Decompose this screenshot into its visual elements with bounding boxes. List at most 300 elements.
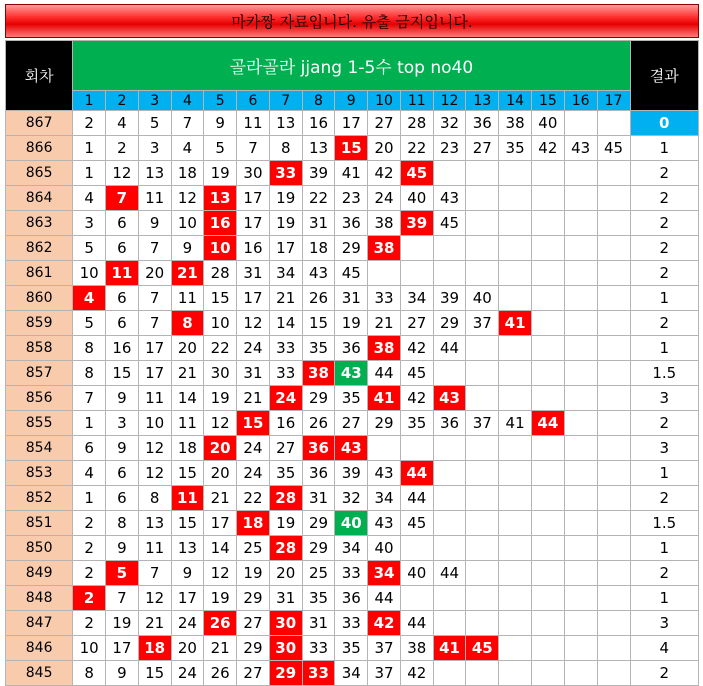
column-number-7: 7 [269,91,302,111]
empty-cell [564,511,597,536]
hit-number-cell: 45 [466,636,499,661]
number-cell: 2 [73,536,106,561]
empty-cell [597,311,630,336]
round-number: 851 [6,511,73,536]
empty-cell [597,161,630,186]
number-cell: 6 [106,211,139,236]
number-cell: 23 [433,136,466,161]
empty-cell [368,436,401,461]
column-number-9: 9 [335,91,368,111]
number-cell: 6 [106,236,139,261]
number-cell: 15 [171,511,204,536]
empty-cell [499,386,532,411]
number-cell: 28 [400,111,433,136]
hit-number-cell: 43 [433,386,466,411]
round-number: 857 [6,361,73,386]
number-cell: 29 [237,586,270,611]
empty-cell [499,611,532,636]
hit-number-cell: 39 [400,211,433,236]
number-cell: 2 [73,561,106,586]
round-number: 862 [6,236,73,261]
number-cell: 8 [73,361,106,386]
column-number-15: 15 [531,91,564,111]
empty-cell [564,536,597,561]
number-cell: 17 [138,361,171,386]
number-cell: 40 [400,561,433,586]
column-number-2: 2 [106,91,139,111]
number-cell: 31 [269,586,302,611]
empty-cell [564,436,597,461]
number-cell: 14 [269,311,302,336]
table-row [6,486,699,511]
empty-cell [531,161,564,186]
empty-cell [564,211,597,236]
empty-cell [466,486,499,511]
table-row [6,511,699,536]
table-row [6,236,699,261]
number-cell: 33 [302,636,335,661]
number-cell: 21 [368,311,401,336]
column-number-8: 8 [302,91,335,111]
result-cell: 2 [630,561,699,586]
empty-cell [597,386,630,411]
hit-number-cell: 10 [204,236,237,261]
result-cell: 4 [630,636,699,661]
column-number-3: 3 [138,91,171,111]
number-cell: 9 [106,661,139,686]
number-cell: 17 [269,236,302,261]
number-cell: 3 [138,136,171,161]
empty-cell [499,436,532,461]
number-cell: 39 [433,286,466,311]
number-cell: 20 [171,336,204,361]
empty-cell [433,661,466,686]
result-cell: 0 [630,111,699,136]
number-cell: 10 [138,411,171,436]
number-cell: 4 [73,461,106,486]
result-cell: 1.5 [630,361,699,386]
empty-cell [564,636,597,661]
empty-cell [597,411,630,436]
number-cell: 39 [302,161,335,186]
empty-cell [531,661,564,686]
number-cell: 40 [531,111,564,136]
number-cell: 15 [204,286,237,311]
empty-cell [531,461,564,486]
number-cell: 2 [73,111,106,136]
number-cell: 10 [204,311,237,336]
number-cell: 14 [171,386,204,411]
column-number-17: 17 [597,91,630,111]
round-number: 846 [6,636,73,661]
hit-number-cell: 15 [237,411,270,436]
number-cell: 13 [138,511,171,536]
hit-number-cell: 33 [269,161,302,186]
number-cell: 27 [269,436,302,461]
number-cell: 37 [466,311,499,336]
result-cell: 2 [630,261,699,286]
number-cell: 36 [302,461,335,486]
number-cell: 9 [138,211,171,236]
number-cell: 45 [433,211,466,236]
number-cell: 45 [335,261,368,286]
number-cell: 32 [335,486,368,511]
hit-number-cell: 38 [302,361,335,386]
column-number-4: 4 [171,91,204,111]
empty-cell [499,161,532,186]
number-cell: 9 [171,561,204,586]
round-number: 863 [6,211,73,236]
number-cell: 12 [204,411,237,436]
number-cell: 1 [73,161,106,186]
number-cell: 19 [269,211,302,236]
number-cell: 12 [138,461,171,486]
empty-cell [499,561,532,586]
round-number: 867 [6,111,73,136]
empty-cell [531,586,564,611]
number-cell: 10 [73,636,106,661]
table-row [6,661,699,686]
empty-cell [466,161,499,186]
number-cell: 15 [138,661,171,686]
number-cell: 6 [106,486,139,511]
empty-cell [499,661,532,686]
number-cell: 31 [237,361,270,386]
empty-cell [564,486,597,511]
number-cell: 2 [73,511,106,536]
number-cell: 7 [138,311,171,336]
number-cell: 27 [400,311,433,336]
hit-number-cell: 18 [138,636,171,661]
empty-cell [531,436,564,461]
empty-cell [564,261,597,286]
number-cell: 27 [335,411,368,436]
number-cell: 31 [335,286,368,311]
empty-cell [564,236,597,261]
number-cell: 11 [237,111,270,136]
number-cell: 11 [138,386,171,411]
empty-cell [531,486,564,511]
number-cell: 17 [335,111,368,136]
number-cell: 9 [171,236,204,261]
number-cell: 5 [138,111,171,136]
round-number: 858 [6,336,73,361]
number-cell: 7 [106,586,139,611]
hit-number-cell: 30 [269,636,302,661]
number-cell: 35 [400,411,433,436]
empty-cell [466,611,499,636]
table-row [6,111,699,136]
number-cell: 11 [171,411,204,436]
number-cell: 19 [204,386,237,411]
hit-number-cell: 29 [269,661,302,686]
result-cell: 1 [630,286,699,311]
empty-cell [400,586,433,611]
number-cell: 16 [237,236,270,261]
number-cell: 43 [302,261,335,286]
header-row [6,41,699,91]
empty-cell [433,461,466,486]
number-cell: 18 [302,236,335,261]
number-cell: 13 [269,111,302,136]
bonus-hit-cell: 43 [335,361,368,386]
empty-cell [499,486,532,511]
number-cell: 2 [106,136,139,161]
round-number: 860 [6,286,73,311]
empty-cell [466,361,499,386]
number-cell: 25 [302,561,335,586]
number-cell: 42 [400,386,433,411]
number-cell: 9 [106,536,139,561]
number-cell: 6 [106,286,139,311]
table-row [6,461,699,486]
hit-number-cell: 8 [171,311,204,336]
number-cell: 1 [73,136,106,161]
empty-cell [433,236,466,261]
number-cell: 17 [138,336,171,361]
empty-cell [597,636,630,661]
number-cell: 17 [237,186,270,211]
round-number: 866 [6,136,73,161]
empty-cell [499,211,532,236]
number-cell: 6 [106,311,139,336]
hit-number-cell: 28 [269,536,302,561]
number-cell: 1 [73,411,106,436]
number-cell: 24 [368,186,401,211]
empty-cell [531,361,564,386]
empty-cell [564,461,597,486]
result-cell: 2 [630,411,699,436]
number-cell: 29 [335,236,368,261]
empty-cell [499,461,532,486]
empty-cell [564,336,597,361]
table-row [6,136,699,161]
number-cell: 15 [302,311,335,336]
number-cell: 33 [335,561,368,586]
table-row [6,311,699,336]
result-cell: 3 [630,436,699,461]
number-cell: 33 [335,611,368,636]
empty-cell [597,111,630,136]
number-cell: 37 [466,411,499,436]
number-cell: 6 [106,461,139,486]
number-cell: 43 [368,511,401,536]
empty-cell [531,311,564,336]
number-cell: 4 [106,111,139,136]
number-cell: 41 [499,411,532,436]
number-cell: 29 [302,511,335,536]
number-cell: 9 [204,111,237,136]
number-cell: 19 [106,611,139,636]
result-cell: 3 [630,386,699,411]
empty-cell [597,586,630,611]
table-row [6,611,699,636]
notice-text: 마카짱 자료입니다. 유출 금지입니다. [231,12,473,31]
empty-cell [433,261,466,286]
number-cell: 34 [368,486,401,511]
empty-cell [531,286,564,311]
column-number-1: 1 [73,91,106,111]
number-cell: 45 [597,136,630,161]
round-number: 845 [6,661,73,686]
result-header: 결과 [630,41,699,111]
hit-number-cell: 18 [237,511,270,536]
result-cell: 2 [630,236,699,261]
empty-cell [466,186,499,211]
column-number-10: 10 [368,91,401,111]
number-cell: 21 [269,286,302,311]
number-cell: 24 [237,461,270,486]
empty-cell [531,386,564,411]
number-cell: 8 [73,661,106,686]
number-cell: 40 [368,536,401,561]
number-cell: 19 [269,511,302,536]
column-number-6: 6 [237,91,270,111]
hit-number-cell: 15 [335,136,368,161]
number-cell: 24 [171,661,204,686]
number-cell: 8 [106,511,139,536]
number-cell: 12 [204,561,237,586]
number-cell: 21 [138,611,171,636]
number-cell: 35 [499,136,532,161]
number-cell: 35 [302,336,335,361]
empty-cell [531,611,564,636]
number-cell: 12 [171,186,204,211]
round-number: 855 [6,411,73,436]
hit-number-cell: 16 [204,211,237,236]
number-cell: 32 [433,111,466,136]
number-cell: 12 [237,311,270,336]
empty-cell [597,186,630,211]
empty-cell [564,386,597,411]
round-number: 853 [6,461,73,486]
number-cell: 8 [138,486,171,511]
empty-cell [564,311,597,336]
number-cell: 13 [302,136,335,161]
hit-number-cell: 38 [368,336,401,361]
number-cell: 14 [204,536,237,561]
empty-cell [499,186,532,211]
table-row [6,436,699,461]
empty-cell [531,186,564,211]
number-cell: 29 [368,411,401,436]
empty-cell [499,636,532,661]
number-cell: 1 [73,486,106,511]
hit-number-cell: 28 [269,486,302,511]
empty-cell [466,561,499,586]
empty-cell [499,286,532,311]
number-cell: 33 [269,361,302,386]
hit-number-cell: 38 [368,236,401,261]
number-cell: 24 [171,611,204,636]
number-cell: 36 [335,211,368,236]
round-number: 865 [6,161,73,186]
number-cell: 10 [171,211,204,236]
number-cell: 5 [73,236,106,261]
number-cell: 4 [73,186,106,211]
number-cell: 43 [564,136,597,161]
column-number-16: 16 [564,91,597,111]
empty-cell [531,561,564,586]
number-cell: 31 [302,611,335,636]
hit-number-cell: 5 [106,561,139,586]
number-cell: 22 [302,186,335,211]
number-cell: 17 [106,636,139,661]
number-cell: 13 [138,161,171,186]
empty-cell [564,161,597,186]
empty-cell [564,411,597,436]
number-cell: 33 [269,336,302,361]
number-cell: 38 [400,636,433,661]
round-number: 849 [6,561,73,586]
number-cell: 34 [269,261,302,286]
empty-cell [597,611,630,636]
number-cell: 26 [302,411,335,436]
empty-cell [597,536,630,561]
number-cell: 19 [204,586,237,611]
number-cell: 39 [335,461,368,486]
empty-cell [597,511,630,536]
empty-cell [531,211,564,236]
hit-number-cell: 11 [106,261,139,286]
empty-cell [466,586,499,611]
number-cell: 16 [106,336,139,361]
empty-cell [597,336,630,361]
column-number-13: 13 [466,91,499,111]
table-title: 골라골라 jjang 1-5수 top no40 [73,41,630,91]
empty-cell [597,436,630,461]
number-cell: 7 [237,136,270,161]
empty-cell [433,586,466,611]
table-row [6,636,699,661]
number-cell: 10 [73,261,106,286]
number-cell: 25 [237,536,270,561]
empty-cell [499,586,532,611]
hit-number-cell: 42 [368,611,401,636]
result-cell: 1.5 [630,511,699,536]
number-cell: 30 [237,161,270,186]
number-cell: 44 [368,586,401,611]
result-cell: 1 [630,136,699,161]
number-cell: 8 [73,336,106,361]
result-cell: 2 [630,486,699,511]
empty-cell [466,211,499,236]
number-cell: 17 [237,286,270,311]
number-cell: 28 [204,261,237,286]
number-cell: 42 [368,161,401,186]
hit-number-cell: 34 [368,561,401,586]
table-row [6,411,699,436]
number-cell: 24 [237,336,270,361]
number-cell: 26 [302,286,335,311]
number-cell: 21 [237,386,270,411]
empty-cell [400,536,433,561]
number-cell: 44 [433,561,466,586]
number-cell: 4 [171,136,204,161]
column-number-row [6,91,699,111]
empty-cell [466,511,499,536]
table-row [6,161,699,186]
empty-cell [400,236,433,261]
number-cell: 34 [400,286,433,311]
number-cell: 21 [204,486,237,511]
empty-cell [466,536,499,561]
number-cell: 38 [499,111,532,136]
number-cell: 17 [204,511,237,536]
hit-number-cell: 11 [171,486,204,511]
result-cell: 3 [630,611,699,636]
number-cell: 42 [400,661,433,686]
